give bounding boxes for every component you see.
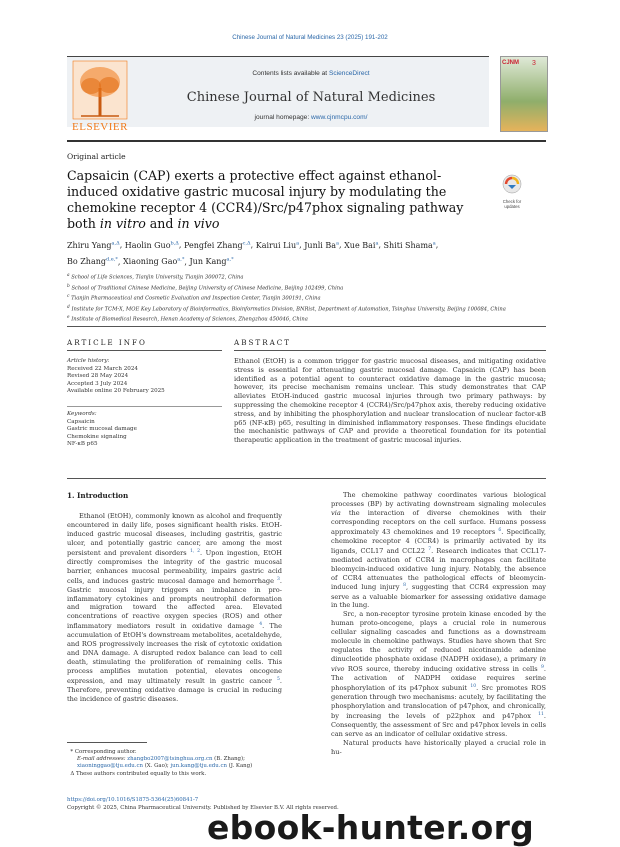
citation-link[interactable]: 4 [259, 622, 263, 628]
affiliation: $^d$ Institute for TCM-X, MOE Key Laboratory of Bioinformatics, Bioinformatics Division, BNRist, Department of Automation, Tsinghua University, Beijing 100084, China [67, 304, 506, 313]
cover-title: CJNM [502, 60, 520, 66]
left-column-text [67, 512, 282, 704]
citation-link[interactable]: 6 [498, 527, 502, 533]
citation-link[interactable]: 1, 2 [190, 548, 201, 554]
abstract-divider [234, 350, 546, 351]
author[interactable]: Bo Zhang$^{d,e,*}$ [67, 256, 118, 267]
contents-line [135, 70, 487, 77]
running-head[interactable]: Chinese Journal of Natural Medicines 23 (2025) 191-202 [232, 34, 388, 41]
keywords-divider [67, 406, 222, 407]
footnote-emails: E-mail addresses: zhangbo2007@tsinghua.org.cn (B. Zhang); xiaoninggao@tju.edu.cn (X. Gao); jun.kang@tju.edu.cn (J. Kang) [77, 756, 253, 770]
citation-link[interactable]: 8 [403, 583, 407, 589]
title-main: Capsaicin (CAP) exerts a protective effect against ethanol-induced oxidative gastric mucosal injury by modulating the chemokine receptor 4 (CCR4)/Src/p47phox signaling pathway both [67, 168, 464, 231]
author[interactable]: Haolin Guo$^{b,\Delta}$ [124, 240, 179, 250]
affiliation: $^a$ School of Life Sciences, Tianjin University, Tianjin 300072, China [67, 273, 244, 281]
affiliation-divider [67, 326, 546, 327]
homepage-link[interactable]: www.cjnmcpu.com/ [311, 114, 368, 121]
author[interactable]: Zhiru Yang$^{a,\Delta}$ [67, 240, 120, 250]
header-divider [67, 140, 546, 142]
keyword: Gastric mucosal damage [67, 426, 137, 433]
author[interactable]: Jun Kang$^{a,*}$ [189, 256, 234, 267]
title-in-vivo: in vivo [177, 216, 220, 231]
author[interactable]: Junli Ba$^a$ [304, 240, 340, 250]
citation-link[interactable]: 9 [541, 664, 544, 670]
affiliation-list [67, 272, 537, 325]
contents-prefix: Contents lists available at [252, 70, 329, 77]
author[interactable]: Kairui Liu$^a$ [255, 240, 300, 250]
introduction-heading: 1. Introduction [67, 491, 129, 500]
citation-link[interactable]: 11 [538, 711, 544, 717]
cover-issue: 3 [532, 60, 536, 67]
affiliation: $^e$ Institute of Biomedical Research, Henan Academy of Sciences, Zhengzhou 450046, China [67, 315, 308, 323]
title-in-vitro: in vitro [99, 216, 146, 231]
citation-link[interactable]: 10 [470, 683, 477, 689]
abstract-bottom-divider [67, 478, 546, 479]
keyword: Capsaicin [67, 418, 95, 425]
keyword: Chemokine signaling [67, 433, 127, 440]
citation-link[interactable]: 5 [277, 676, 280, 682]
doi-link[interactable]: https://doi.org/10.1016/S1875-5364(25)60841-7 [67, 797, 199, 803]
paragraph: Ethanol (EtOH), commonly known as alcohol and frequently encountered in daily life, poses significant health risks. EtOH-induced gastric mucosal diseases, including gastritis, gastric ulcer, and potentially gastric cancer, are among the most persistent and prevalent disorders $^{1, 2}$. Upon ingestion, EtOH directly compromises the integrity of the gastric mucosal barrier, enhances mucosal permeability, impairs gastric acid cells, and induces gastric mucosal damage and hemorrhage $^3$. Gastric mucosal injury triggers an imbalance in pro-inflammatory cytokines and prompts neutrophil deformation and migration toward the affected area. Elevated concentrations of reactive oxygen species (ROS) and other inflammatory mediators result in oxidative damage $^4$. The accumulation of EtOH's downstream metabolites, acetaldehyde, and ROS progressively increases the risk of cytotoxic oxidation and DNA damage. A disrupted redox balance can lead to cell death, stimulating the proliferation of remaining cells. This process amplifies mutation potential, elevates oncogene expression, and may ultimately result in gastric cancer $^5$. Therefore, preventing oxidative damage is crucial in reducing the incidence of gastric diseases. [67, 512, 282, 703]
abstract-text: Ethanol (EtOH) is a common trigger for gastric mucosal diseases, and mitigating oxidative stress is essential for attenuating gastric mucosal damage. Capsaicin (CAP) has been identified as a potential agent to counteract oxidative damage in the gastric mucosa; however, its precise mechanism remains unclear. This study demonstrates that CAP alleviates EtOH-induced gastric mucosal injuries through two primary pathways: by suppressing the chemokine receptor 4 (CCR4)/Src/p47phox axis, thereby reducing oxidative stress, and by inhibiting the phosphorylation and nuclear translocation of nuclear factor-κB p65 (NF-κB) p65, resulting in diminished inflammatory responses. These findings elucidate the mechanistic pathways of CAP and provide a theoretical foundation for its potential therapeutic application in the treatment of gastric mucosal injuries. [234, 357, 546, 445]
footnotes [67, 749, 282, 778]
footnote-divider [67, 742, 147, 743]
history-label: Article history: [67, 358, 110, 364]
watermark: ebook-hunter.org [207, 808, 535, 847]
history-item: Revised 28 May 2024 [67, 373, 129, 380]
article-info-divider [67, 350, 222, 351]
check-badge-line1: Check for [502, 199, 522, 204]
keyword: NF-κB p65 [67, 441, 98, 448]
check-for-updates-badge[interactable] [497, 173, 527, 207]
affiliation: $^b$ School of Traditional Chinese Medicine, Beijing University of Chinese Medicine, Beijing 102499, China [67, 283, 344, 292]
history-item: Accepted 3 July 2024 [67, 380, 128, 387]
elsevier-wordmark: ELSEVIER [72, 121, 128, 133]
author[interactable]: Pengfei Zhang$^{c,\Delta}$ [184, 240, 251, 250]
title-and: and [145, 216, 178, 231]
citation-link[interactable]: 3 [277, 576, 280, 582]
author[interactable]: Xiaoning Gao$^{a,*}$ [122, 256, 185, 267]
history-item: Received 22 March 2024 [67, 365, 138, 372]
article-info-heading: ARTICLE INFO [67, 338, 147, 347]
article-type: Original article [67, 152, 126, 161]
right-column-text [331, 491, 546, 756]
email-link[interactable]: xiaoninggao@tju.edu.cn [77, 763, 143, 770]
journal-cover-image [500, 56, 548, 132]
check-updates-icon [497, 173, 527, 195]
journal-name: Chinese Journal of Natural Medicines [186, 90, 436, 105]
paragraph: Src, a non-receptor tyrosine protein kinase encoded by the human proto-oncogene, plays a crucial role in numerous cellular signaling cascades and functions as a downstream molecule in chemokine pathways. Studies have shown that Src regulates the activity of reduced nicotinamide adenine dinucleotide phosphate oxidase (NADPH oxidase), a primary in vivo ROS source, thereby inducing oxidative stress in cells $^9$. The activation of NADPH oxidase requires serine phosphorylation of its p47phox subunit $^{10}$. Src promotes ROS generation through two mechanisms: acutely, by facilitating the phosphorylation and translocation of p47phox, and chronically, by increasing the levels of p22phox and p47phox $^{11}$. Consequently, the assessment of Src and p47phox levels in cells can serve as an indicator of cellular oxidative stress. [331, 610, 546, 738]
affiliation: $^c$ Tianjin Pharmaceutical and Cosmetic Evaluation and Inspection Center, Tianjin 300191, China [67, 294, 321, 302]
author[interactable]: Xue Bai$^a$ [344, 240, 379, 250]
check-badge-line2: updates [504, 204, 520, 209]
history-item: Available online 20 February 2025 [67, 388, 165, 395]
paragraph: Natural products have historically played a crucial role in hu- [331, 738, 546, 756]
paragraph: The chemokine pathway coordinates various biological processes (BP) by activating downstream signaling molecules via the interaction of diverse chemokines with their corresponding receptors on the cell surface. Humans possess approximately 43 chemokines and 19 receptors $^6$. Specifically, chemokine receptor 4 (CCR4) is primarily activated by its ligands, CCL17 and CCL22 $^7$. Research indicates that CCL17-mediated activation of CCR4 in macrophages can facilitate bleomycin-induced oxidative lung injury. Notably, the absence of CCR4 attenuates the pathological effects of bleomycin-induced lung injury $^8$, suggesting that CCR4 expression may serve as a valuable biomarker for assessing oxidative damage in the lung. [331, 491, 546, 610]
author-list: Zhiru Yang$^{a,\Delta}$, Haolin Guo$^{b,\Delta}$, Pengfei Zhang$^{c,\Delta}$, Kairui Liu$^a$, Junli Ba$^a$, Xue Bai$^a$, Shiti Shama$^a$, Bo Zhang$^{d,e,*}$, Xiaoning Gao$^{a,*}$, Jun Kang$^{a,*}$ [67, 240, 439, 267]
keywords-label: Keywords: [67, 411, 97, 417]
author[interactable]: Shiti Shama$^a$ [383, 240, 436, 250]
article-title [67, 168, 485, 232]
footnote-equal: Δ These authors contributed equally to this work. [67, 770, 207, 777]
sciencedirect-link[interactable]: ScienceDirect [328, 70, 370, 77]
copyright: Copyright © 2025, China Pharmaceutical University. Published by Elsevier B.V. All rights reserved. [67, 804, 339, 811]
citation-link[interactable]: 7 [428, 546, 432, 552]
homepage-line [135, 114, 487, 121]
homepage-prefix: journal homepage: [254, 114, 311, 121]
email-link[interactable]: zhangbo2007@tsinghua.org.cn [127, 756, 213, 763]
footnote-corresponding: * Corresponding author. [67, 749, 137, 755]
abstract-heading: ABSTRACT [234, 338, 292, 347]
email-link[interactable]: jun.kang@tju.edu.cn [170, 763, 227, 770]
keywords [67, 411, 222, 449]
article-history [67, 358, 222, 396]
